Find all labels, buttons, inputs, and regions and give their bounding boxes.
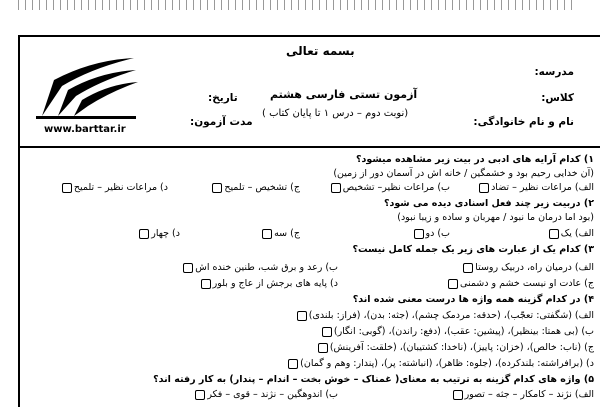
exam-title: آزمون تستی فارسی هشتم: [270, 88, 418, 101]
question-1-text: (آن خدایی رحیم بود و خشمگین / خانه اش در آسمان دور از زمین): [333, 168, 594, 179]
question-1-title: ۱) کدام آرایه های ادبی در بیت زیر مشاهده میشود؟: [356, 154, 594, 165]
answer-checkbox[interactable]: [453, 390, 463, 400]
answer-checkbox[interactable]: [322, 327, 332, 337]
answer-checkbox[interactable]: [479, 183, 489, 193]
question-1-option-c[interactable]: ج) تشخیص – تلمیح: [210, 182, 300, 193]
question-3-option-b[interactable]: ب) رعد و برق شب، طنین خنده اش: [181, 262, 338, 273]
duration-label: مدت آزمون:: [190, 116, 253, 128]
top-ruler-marks: [18, 0, 600, 12]
website-url: www.barttar.ir: [44, 124, 126, 135]
exam-subtitle: (نوبت دوم – درس ۱ تا پایان کتاب ): [262, 108, 409, 119]
question-4-option-a[interactable]: الف) (شگفتی: تعجّب)، (حدقه: مردمک چشم)، (جثه: بدن)، (فراز: بلندی): [295, 310, 594, 321]
question-4-option-c[interactable]: ج) (ناب: خالص)، (خزان: پاییز)، (ناخدا: کشتیبان)، (خلقت: آفرینش): [316, 342, 594, 353]
bismillah-heading: بسمه تعالی: [286, 44, 355, 58]
question-4-option-d[interactable]: د) (برافراشته: بلندکرده)، (جلوه: ظاهر)، (انباشته: پر)، (پندار: وهم و گمان): [286, 358, 594, 369]
question-1-option-b[interactable]: ب) مراعات نظیر– تشخیص: [329, 182, 450, 193]
answer-checkbox[interactable]: [288, 359, 298, 369]
question-3-option-d[interactable]: د) پایه های برجش از عاج و بلور: [199, 278, 338, 289]
answer-checkbox[interactable]: [297, 311, 307, 321]
question-5-title: ۵) واژه های کدام گزینه به ترتیب به معنای( غمناک – خوش بخت – اندام – پندار) به کار رفته اند؟: [153, 374, 594, 385]
answer-checkbox[interactable]: [262, 229, 272, 239]
question-4-option-b[interactable]: ب) (بی همتا: بینظیر)، (پیشین: عقب)، (دفع: راندن)، (گوبی: انگار): [320, 326, 594, 337]
class-label: کلاس:: [541, 92, 574, 104]
answer-checkbox[interactable]: [212, 183, 222, 193]
date-label: تاریخ:: [208, 92, 238, 104]
question-2-text: (بود اما درمان ما نبود / مهربان و ساده و زیبا نبود): [397, 212, 594, 223]
answer-checkbox[interactable]: [139, 229, 149, 239]
answer-checkbox[interactable]: [195, 390, 205, 400]
question-2-option-b[interactable]: ب) دو: [412, 228, 451, 239]
answer-checkbox[interactable]: [318, 343, 328, 353]
barttar-logo-icon: [32, 50, 142, 120]
answer-checkbox[interactable]: [463, 263, 473, 273]
answer-checkbox[interactable]: [201, 279, 211, 289]
question-1-option-a[interactable]: الف) مراعات نظیر – تضاد: [477, 182, 594, 193]
question-1-option-d[interactable]: د) مراعات نظیر – تلمیح: [60, 182, 168, 193]
header-divider: [18, 146, 600, 148]
answer-checkbox[interactable]: [331, 183, 341, 193]
question-2-title: ۲) دربیت زیر چند فعل اسنادی دیده می شود؟: [383, 198, 594, 209]
question-2-option-c[interactable]: ج) سه: [260, 228, 300, 239]
student-name-label: نام و نام خانوادگی:: [473, 116, 574, 128]
question-3-option-c[interactable]: ج) عادت او نیست خشم و دشمنی: [446, 278, 594, 289]
answer-checkbox[interactable]: [448, 279, 458, 289]
question-2-option-d[interactable]: د) چهار: [137, 228, 180, 239]
question-5-option-b[interactable]: ب) اندوهگین – نژند – قوی – فکر: [193, 389, 338, 400]
question-2-option-a[interactable]: الف) یک: [547, 228, 594, 239]
question-3-option-a[interactable]: الف) درمیان راه، دربیک روستا: [461, 262, 594, 273]
question-3-title: ۳) کدام یک از عبارت های زیر یک جمله کامل نیست؟: [352, 244, 594, 255]
answer-checkbox[interactable]: [183, 263, 193, 273]
question-4-title: ۴) در کدام گزینه همه واژه ها درست معنی شده اند؟: [352, 294, 594, 305]
question-5-option-a[interactable]: الف) نژند – کامکار – جثه – تصور: [451, 389, 594, 400]
school-label: مدرسه:: [534, 66, 574, 78]
answer-checkbox[interactable]: [62, 183, 72, 193]
answer-checkbox[interactable]: [414, 229, 424, 239]
answer-checkbox[interactable]: [549, 229, 559, 239]
